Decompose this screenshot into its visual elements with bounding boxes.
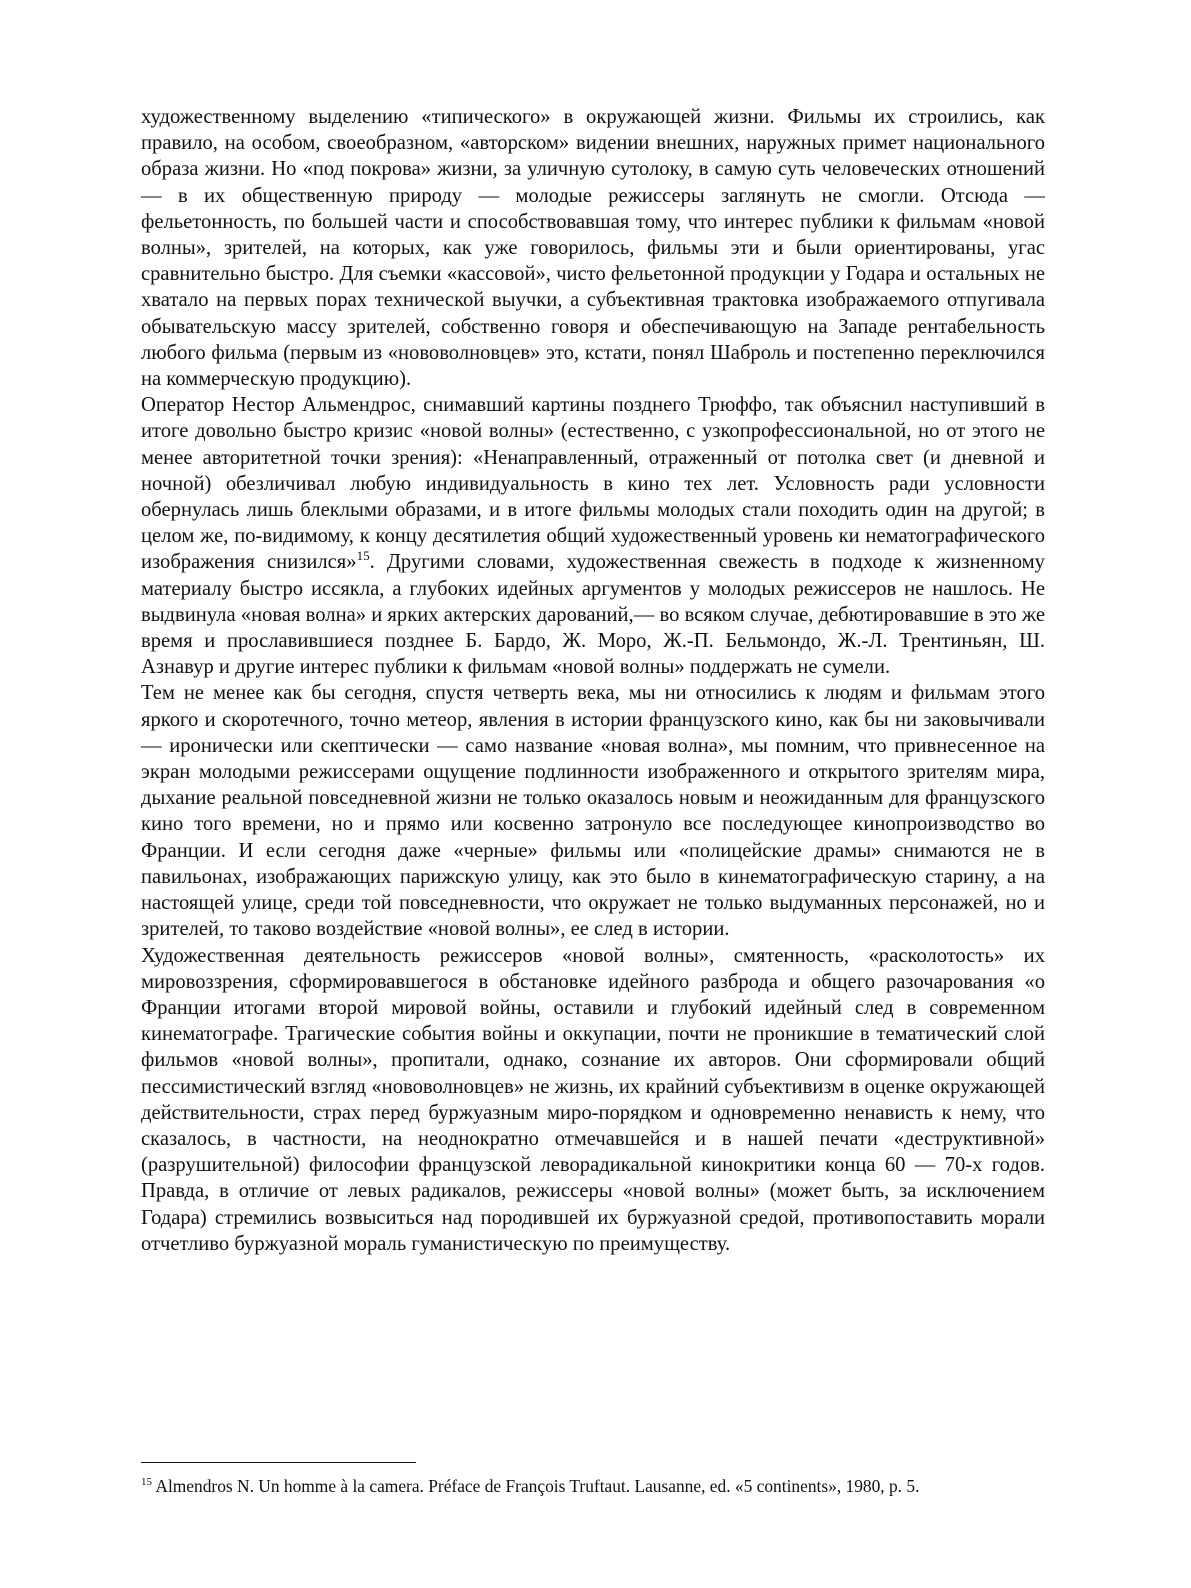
paragraph-2 [141, 392, 1045, 680]
footnote-text: Almendros N. Un homme à la camera. Préface de François Truftaut. Lausanne, ed. «5 continents», 1980, p. 5. [152, 1476, 920, 1496]
paragraph-2-text-b: . Другими словами, художественная свежесть в подходе к жизненному материалу быстро иссякла, а глубоких идейных аргументов у молодых режиссеров не нашлось. Не выдвинула «новая волна» и ярких актерских дарований,— во всяком случае, дебютировавшие в это же время и прославившиеся позднее Б. Бардо, Ж. Моро, Ж.-П. Бельмондо, Ж.-Л. Трентиньян, Ш. Азнавур и другие интерес публики к фильмам «новой волны» поддержать не сумели. [141, 551, 1045, 679]
footnote [141, 1475, 1061, 1497]
body-text [141, 104, 1045, 1257]
paragraph-1: художественному выделению «типического» в окружающей жизни. Фильмы их строились, как правило, на особом, своеобразном, «авторском» видении внешних, наружных примет национального образа жизни. Но «под покрова» жизни, за уличную сутолоку, в самую суть человеческих отношений — в их общественную природу — молодые режиссеры заглянуть не смогли. Отсюда — фельетонность, по большей части и способствовавшая тому, что интерес публики к фильмам «новой волны», зрителей, на которых, как уже говорилось, фильмы эти и были ориентированы, угас сравнительно быстро. Для съемки «кассовой», чисто фельетонной продукции у Годара и остальных не хватало на первых порах технической выучки, а субъективная трактовка изображаемого отпугивала обывательскую массу зрителей, собственно говоря и обеспечивающую на Западе рентабельность любого фильма (первым из «нововолновцев» это, кстати, понял Шаброль и постепенно переключился на коммерческую продукцию). [141, 106, 1045, 391]
paragraph-3: Тем не менее как бы сегодня, спустя четверть века, мы ни относились к людям и фильмам этого яркого и скоротечного, точно метеор, явления в истории французского кино, как бы ни заковычивали — иронически или скептически — само название «новая волна», мы помним, что привнесенное на экран молодыми режиссерами ощущение подлинности изображенного и открытого зрителям мира, дыхание реальной повседневной жизни не только оказалось новым и неожиданным для французского кино того времени, но и прямо или косвенно затронуло все последующее кинопроизводство во Франции. И если сегодня даже «черные» фильмы или «полицейские драмы» снимаются не в павильонах, изображающих парижскую улицу, как это было в кинематографическую старину, а на настоящей улице, среди той повседневности, что окружает не только выдуманных персонажей, но и зрителей, то таково воздействие «новой волны», ее след в истории. [141, 682, 1045, 941]
footnote-number: 15 [141, 1476, 152, 1488]
footnote-separator [141, 1462, 416, 1463]
paragraph-2-text-a: Оператор Нестор Альмендрос, снимавший картины позднего Трюффо, так объяснил наступивший в итоге довольно быстро кризис «новой волны» (естественно, с узкопрофессиональной, но от этого не менее авторитетной точки зрения): «Ненаправленный, отраженный от потолка свет (и дневной и ночной) обезличивал любую индивидуальность в кино тех лет. Условность ради условности обернулась лишь блеклыми образами, и в итоге фильмы молодых стали походить один на другой; в целом же, по-видимому, к концу десятилетия общий художественный уровень ки нематографического изображения снизился» [141, 394, 1045, 574]
footnote-reference[interactable]: 15 [356, 548, 370, 564]
paragraph-4: Художественная деятельность режиссеров «новой волны», смятенность, «расколотость» их мировоззрения, сформировавшегося в обстановке идейного разброда и общего разочарования «о Франции итогами второй мировой войны, оставили и глубокий идейный след в современном кинематографе. Трагические события войны и оккупации, почти не проникшие в тематический слой фильмов «новой волны», пропитали, однако, сознание их авторов. Они сформировали общий пессимистический взгляд «нововолновцев» не жизнь, их крайний субъективизм в оценке окружающей действительности, страх перед буржуазным миро-порядком и одновременно ненависть к нему, что сказалось, в частности, на неоднократно отмечавшейся и в нашей печати «деструктивной» (разрушительной) философии французской леворадикальной кинокритики конца 60 — 70-х годов. Правда, в отличие от левых радикалов, режиссеры «новой волны» (может быть, за исключением Годара) стремились возвыситься над породившей их буржуазной средой, противопоставить морали отчетливо буржуазной мораль гуманистическую по преимуществу. [141, 944, 1045, 1255]
